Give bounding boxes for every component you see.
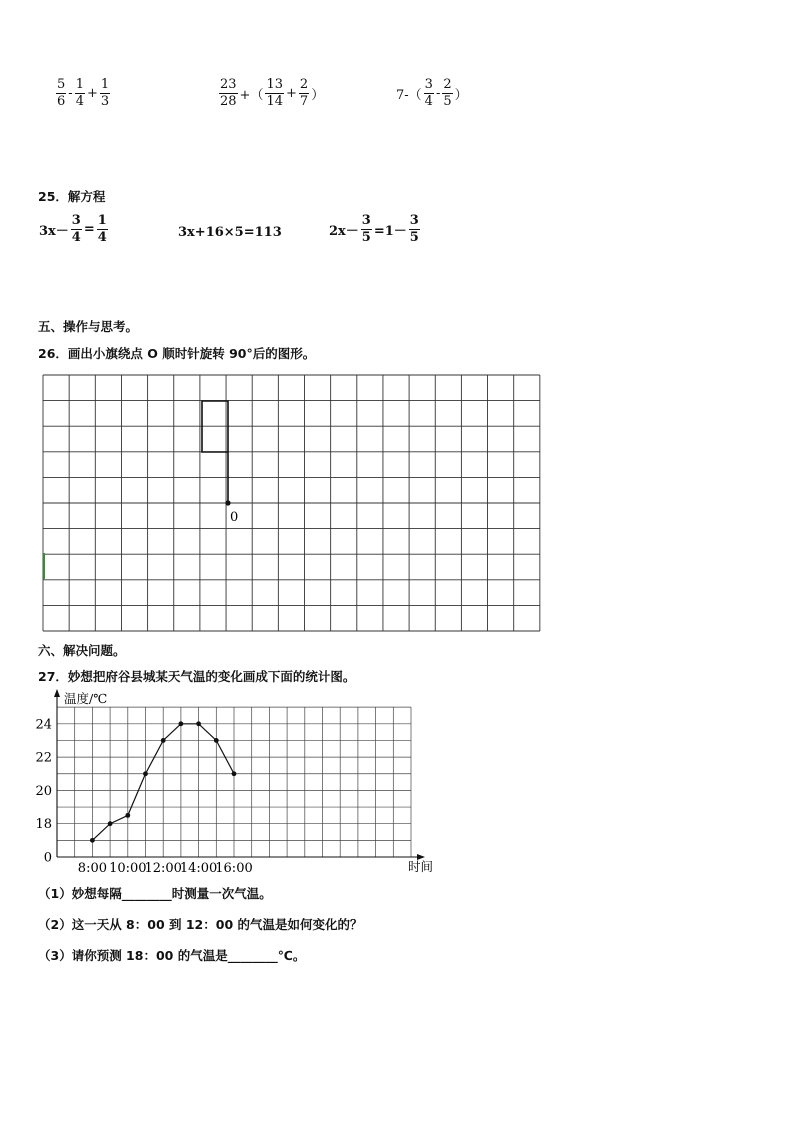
fraction: $\frac{3}{5}$ — [361, 213, 371, 245]
fraction: $\frac{2}{5}$ — [443, 77, 452, 109]
equation-2: 3x+16×5=113 — [178, 225, 282, 240]
data-point — [125, 813, 130, 818]
chart-grid — [57, 707, 411, 857]
fraction: $\frac{1}{3}$ — [100, 77, 110, 109]
y-tick-label: 24 — [35, 717, 52, 733]
x-tick-label: 8:00 — [77, 861, 108, 876]
y-axis-arrow — [54, 689, 60, 697]
data-point — [196, 721, 201, 726]
fraction: $\frac{13}{14}$ — [266, 77, 283, 109]
calc-expression-3: 7-（ $\frac{3}{4}$ - $\frac{2}{5}$ ） — [396, 77, 468, 109]
x-tick-label: 14:00 — [179, 861, 218, 876]
fraction: $\frac{3}{5}$ — [409, 213, 419, 245]
x-tick-label: 10:00 — [109, 861, 147, 876]
data-point — [232, 771, 237, 776]
y-tick-label: 20 — [35, 783, 52, 799]
calc-expression-1: $\frac{5}{6}$ - $\frac{1}{4}$ + $\frac{1}{3}$ — [57, 77, 110, 109]
y-tick-label: 18 — [35, 817, 52, 833]
fraction: $\frac{2}{7}$ — [299, 77, 309, 109]
fraction: $\frac{3}{4}$ — [424, 77, 433, 109]
question-26-title: 26．画出小旗绕点 O 顺时针旋转 90°后的图形。 — [38, 346, 316, 361]
fraction: $\frac{5}{6}$ — [57, 77, 66, 109]
question-25-title: 25．解方程 — [38, 189, 106, 204]
point-o-label: 0 — [230, 510, 239, 525]
data-point — [90, 838, 95, 843]
data-point — [161, 738, 166, 743]
fraction: $\frac{23}{28}$ — [220, 77, 237, 109]
y-tick-label: 22 — [35, 750, 52, 766]
fraction: $\frac{3}{4}$ — [71, 213, 81, 245]
section-6-title: 六、解决问题。 — [38, 643, 126, 658]
data-point — [143, 771, 148, 776]
data-point — [214, 738, 219, 743]
data-point — [179, 721, 184, 726]
question-27-part-1: （1）妙想每隔________时测量一次气温。 — [38, 886, 272, 901]
fraction: $\frac{1}{4}$ — [97, 213, 107, 245]
data-point — [108, 821, 113, 826]
question-27-part-2: （2）这一天从 8：00 到 12：00 的气温是如何变化的？ — [38, 917, 363, 932]
fraction: $\frac{1}{4}$ — [75, 77, 84, 109]
question-27-part-3: （3）请你预测 18：00 的气温是________℃。 — [38, 948, 306, 963]
x-tick-label: 16:00 — [215, 861, 253, 876]
y-axis-label: 温度/℃ — [64, 691, 108, 706]
x-tick-label: 12:00 — [144, 861, 182, 876]
question-27-title: 27．妙想把府谷县城某天气温的变化画成下面的统计图。 — [38, 669, 356, 684]
equation-1: 3x－ $\frac{3}{4}$ = $\frac{1}{4}$ — [39, 213, 107, 245]
section-5-title: 五、操作与思考。 — [38, 319, 139, 334]
equation-3: 2x－ $\frac{3}{5}$ =1－ $\frac{3}{5}$ — [329, 213, 419, 245]
chart-axes — [54, 689, 425, 860]
chart-tick-labels — [35, 717, 252, 876]
calc-expression-2: $\frac{23}{28}$ +（ $\frac{13}{14}$ + $\frac{2}{7}$ ） — [220, 77, 325, 109]
y-tick-label: 0 — [43, 850, 52, 866]
x-axis-label: 时间 — [408, 859, 434, 874]
